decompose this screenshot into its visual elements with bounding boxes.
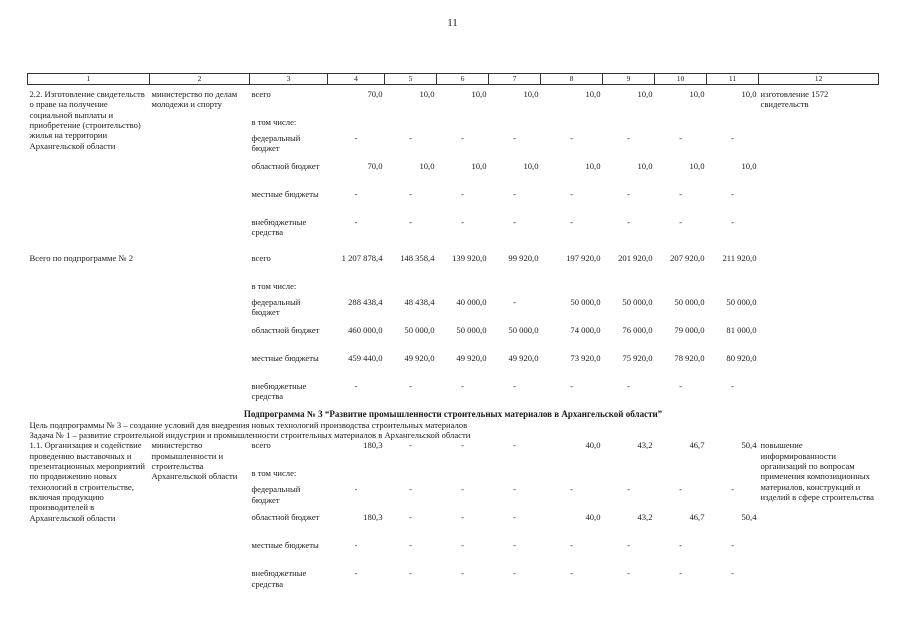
amount-cell: -	[731, 217, 734, 227]
amount-cell: -	[354, 484, 358, 495]
amount-cell: -	[627, 133, 630, 143]
amount-cell: 10,0	[637, 89, 653, 99]
amount-cell: 40,0	[585, 512, 601, 523]
amount-cell	[328, 117, 385, 133]
amount-cell: -	[461, 484, 464, 495]
amount-cell	[385, 117, 437, 133]
amount-cell: 211 920,0	[722, 253, 757, 263]
amount-cell: -	[409, 512, 412, 523]
funding-source: федеральный бюджет	[251, 297, 301, 318]
amount-cell	[541, 281, 603, 297]
amount-cell: 80 920,0	[726, 353, 757, 363]
funding-source: внебюджетные средства	[251, 217, 307, 238]
amount-cell: -	[354, 133, 358, 143]
amount-cell: 10,0	[471, 161, 487, 171]
amount-cell: -	[409, 484, 412, 495]
amount-cell: -	[409, 568, 412, 579]
subprogram-goal: Цель подпрограммы № 3 – создание условий для внедрения новых технологий производства строительных материалов	[29, 419, 468, 430]
executor-cell: министерство по делам молодежи и спорту	[151, 89, 238, 110]
amount-cell: -	[461, 440, 464, 451]
amount-cell: -	[627, 189, 630, 199]
amount-cell	[385, 468, 437, 484]
amount-cell: 10,0	[741, 89, 757, 99]
funding-source: местные бюджеты	[251, 353, 319, 363]
column-header: 5	[385, 74, 437, 85]
amount-cell: -	[409, 189, 412, 199]
amount-cell: -	[731, 540, 734, 551]
amount-cell: 10,0	[419, 161, 435, 171]
amount-cell	[655, 468, 707, 484]
amount-cell: -	[409, 217, 412, 227]
amount-cell: 46,7	[689, 512, 705, 523]
funding-source: всего	[251, 253, 271, 263]
funding-source: в том числе:	[251, 281, 297, 291]
amount-cell: -	[513, 568, 516, 579]
amount-cell: -	[461, 540, 464, 551]
amount-cell: 49 920,0	[456, 353, 487, 363]
amount-cell: 50,4	[741, 440, 757, 451]
table-body	[28, 74, 879, 597]
amount-cell: -	[570, 484, 573, 495]
amount-cell: -	[570, 381, 573, 391]
amount-cell: 10,0	[585, 89, 601, 99]
column-header: 9	[603, 74, 655, 85]
amount-cell: -	[513, 484, 516, 495]
amount-cell: -	[570, 568, 573, 579]
amount-cell	[655, 281, 707, 297]
amount-cell: 50 000,0	[456, 325, 487, 335]
amount-cell: 10,0	[471, 89, 487, 99]
amount-cell: -	[513, 540, 516, 551]
amount-cell: 10,0	[585, 161, 601, 171]
amount-cell: 99 920,0	[508, 253, 539, 263]
amount-cell: 49 920,0	[508, 353, 539, 363]
amount-cell: 10,0	[419, 89, 435, 99]
funding-source: местные бюджеты	[251, 540, 319, 551]
amount-cell: -	[513, 440, 516, 451]
amount-cell: 75 920,0	[622, 353, 653, 363]
amount-cell: -	[731, 189, 734, 199]
activity-description: 1.1. Организация и содействие проведению выставочных и презентационных мероприятий по продвижению новых технологий в строительстве, включая продукцию производителей в Архангельской области	[29, 440, 145, 523]
funding-source: внебюджетные средства	[251, 381, 307, 402]
amount-cell: 10,0	[523, 161, 539, 171]
amount-cell: -	[679, 540, 682, 551]
amount-cell	[437, 281, 489, 297]
amount-cell: -	[354, 568, 358, 579]
amount-cell: -	[679, 133, 682, 143]
amount-cell: -	[731, 133, 734, 143]
funding-source: федеральный бюджет	[251, 133, 301, 154]
amount-cell: -	[731, 568, 734, 579]
amount-cell: 1 207 878,4	[341, 253, 383, 263]
amount-cell	[603, 117, 655, 133]
amount-cell	[385, 281, 437, 297]
amount-cell: -	[461, 217, 464, 227]
column-header: 8	[541, 74, 603, 85]
column-header: 3	[250, 74, 328, 85]
amount-cell: 40 000,0	[456, 297, 487, 307]
column-header: 1	[28, 74, 150, 85]
amount-cell: 459 440,0	[348, 353, 383, 363]
amount-cell: 73 920,0	[570, 353, 601, 363]
amount-cell: -	[409, 133, 412, 143]
amount-cell: 70,0	[367, 161, 383, 171]
amount-cell	[437, 468, 489, 484]
amount-cell: 180,3	[363, 440, 383, 451]
page-number: 11	[447, 17, 458, 29]
amount-cell	[707, 281, 759, 297]
amount-cell	[328, 468, 385, 484]
amount-cell	[489, 117, 541, 133]
funding-source: всего	[251, 440, 271, 451]
amount-cell	[655, 117, 707, 133]
amount-cell: 10,0	[741, 161, 757, 171]
goal-row	[28, 420, 879, 430]
amount-cell	[707, 468, 759, 484]
expected-result	[759, 253, 879, 409]
amount-cell	[603, 281, 655, 297]
amount-cell: 50 000,0	[570, 297, 601, 307]
amount-cell: -	[679, 568, 682, 579]
amount-cell: -	[409, 440, 412, 451]
amount-cell: 197 920,0	[566, 253, 601, 263]
amount-cell	[437, 117, 489, 133]
amount-cell: 50 000,0	[404, 325, 435, 335]
funding-source: федеральный бюджет	[251, 484, 301, 505]
subprogram-row	[28, 409, 879, 420]
column-header: 6	[437, 74, 489, 85]
funding-source: областной бюджет	[251, 161, 320, 171]
amount-cell: 50 000,0	[726, 297, 757, 307]
executor-cell: министерство промышленности и строительства Архангельской области	[151, 440, 238, 482]
amount-cell: 148 358,4	[400, 253, 435, 263]
amount-cell: -	[461, 189, 464, 199]
amount-cell: 76 000,0	[622, 325, 653, 335]
amount-cell	[328, 281, 385, 297]
funding-source: в том числе:	[251, 468, 297, 479]
budget-table	[27, 73, 879, 596]
amount-cell: -	[627, 484, 630, 495]
executor-cell	[150, 253, 250, 409]
expected-result: повышение информированности организаций по вопросам применения композиционных материалов, конструкций и изделий в сфере строительства	[760, 440, 874, 502]
amount-cell: -	[461, 512, 464, 523]
amount-cell: 43,2	[637, 512, 653, 523]
amount-cell: -	[627, 540, 630, 551]
amount-cell: -	[679, 189, 682, 199]
column-header: 12	[759, 74, 879, 85]
amount-cell: 139 920,0	[452, 253, 487, 263]
amount-cell: 288 438,4	[348, 297, 383, 307]
amount-cell: -	[570, 133, 573, 143]
funding-source: областной бюджет	[251, 512, 320, 523]
amount-cell: -	[513, 297, 516, 307]
amount-cell: 78 920,0	[674, 353, 705, 363]
column-header: 7	[489, 74, 541, 85]
amount-cell: -	[513, 512, 516, 523]
amount-cell: 74 000,0	[570, 325, 601, 335]
funding-source: в том числе:	[251, 117, 297, 127]
task-row	[28, 430, 879, 440]
amount-cell: 10,0	[689, 161, 705, 171]
column-header: 2	[150, 74, 250, 85]
funding-source: внебюджетные средства	[251, 568, 307, 589]
amount-cell: 49 920,0	[404, 353, 435, 363]
amount-cell: 48 438,4	[404, 297, 435, 307]
amount-cell: -	[354, 381, 358, 391]
amount-cell: 180,3	[363, 512, 383, 523]
amount-cell	[489, 281, 541, 297]
amount-cell	[541, 468, 603, 484]
amount-cell: 50,4	[741, 512, 757, 523]
amount-cell: -	[570, 189, 573, 199]
amount-cell: 10,0	[637, 161, 653, 171]
amount-cell: 50 000,0	[508, 325, 539, 335]
activity-description: Всего по подпрограмме № 2	[29, 253, 134, 263]
amount-cell: -	[679, 484, 682, 495]
amount-cell: 207 920,0	[670, 253, 705, 263]
amount-cell	[541, 117, 603, 133]
amount-cell: -	[409, 540, 412, 551]
amount-cell: -	[627, 381, 630, 391]
amount-cell: -	[570, 540, 573, 551]
amount-cell: -	[513, 189, 516, 199]
amount-cell: 46,7	[689, 440, 705, 451]
amount-cell	[489, 468, 541, 484]
amount-cell: 70,0	[367, 89, 383, 99]
amount-cell: -	[731, 381, 734, 391]
amount-cell: -	[409, 381, 412, 391]
amount-cell: 201 920,0	[618, 253, 653, 263]
amount-cell: 10,0	[689, 89, 705, 99]
amount-cell	[603, 468, 655, 484]
funding-source: областной бюджет	[251, 325, 320, 335]
amount-cell: 40,0	[585, 440, 601, 451]
table-row	[28, 89, 879, 117]
activity-description: 2.2. Изготовление свидетельств о праве на получение социальной выплаты и приобретение (строительство) жилья на территории Архангельской области	[29, 89, 145, 151]
amount-cell	[707, 117, 759, 133]
column-header-row	[28, 74, 879, 85]
amount-cell: 50 000,0	[674, 297, 705, 307]
amount-cell: -	[627, 568, 630, 579]
amount-cell: -	[679, 381, 682, 391]
amount-cell: -	[627, 217, 630, 227]
amount-cell: 79 000,0	[674, 325, 705, 335]
amount-cell: 43,2	[637, 440, 653, 451]
table-row	[28, 440, 879, 468]
amount-cell: -	[679, 217, 682, 227]
spacer	[28, 245, 879, 253]
amount-cell: -	[354, 189, 358, 199]
amount-cell: -	[513, 217, 516, 227]
amount-cell: -	[513, 133, 516, 143]
expected-result: изготовление 1572 свидетельств	[760, 89, 829, 110]
funding-source: местные бюджеты	[251, 189, 319, 199]
amount-cell: 460 000,0	[348, 325, 383, 335]
amount-cell: -	[513, 381, 516, 391]
amount-cell: -	[461, 133, 464, 143]
column-header: 10	[655, 74, 707, 85]
amount-cell: -	[354, 217, 358, 227]
amount-cell: -	[731, 484, 734, 495]
amount-cell: 10,0	[523, 89, 539, 99]
funding-source: всего	[251, 89, 271, 99]
amount-cell: -	[570, 217, 573, 227]
amount-cell: -	[461, 381, 464, 391]
column-header: 4	[328, 74, 385, 85]
table-row	[28, 253, 879, 281]
column-header: 11	[707, 74, 759, 85]
subprogram-title: Подпрограмма № 3 “Развитие промышленности строительных материалов в Архангельской области”	[243, 409, 663, 419]
amount-cell: 50 000,0	[622, 297, 653, 307]
subprogram-task: Задача № 1 – развитие строительной индустрии и промышленности строительных материалов в Архангельской области	[29, 430, 471, 441]
spacer-cell	[28, 245, 879, 253]
amount-cell: -	[461, 568, 464, 579]
amount-cell: 81 000,0	[726, 325, 757, 335]
amount-cell: -	[354, 540, 358, 551]
